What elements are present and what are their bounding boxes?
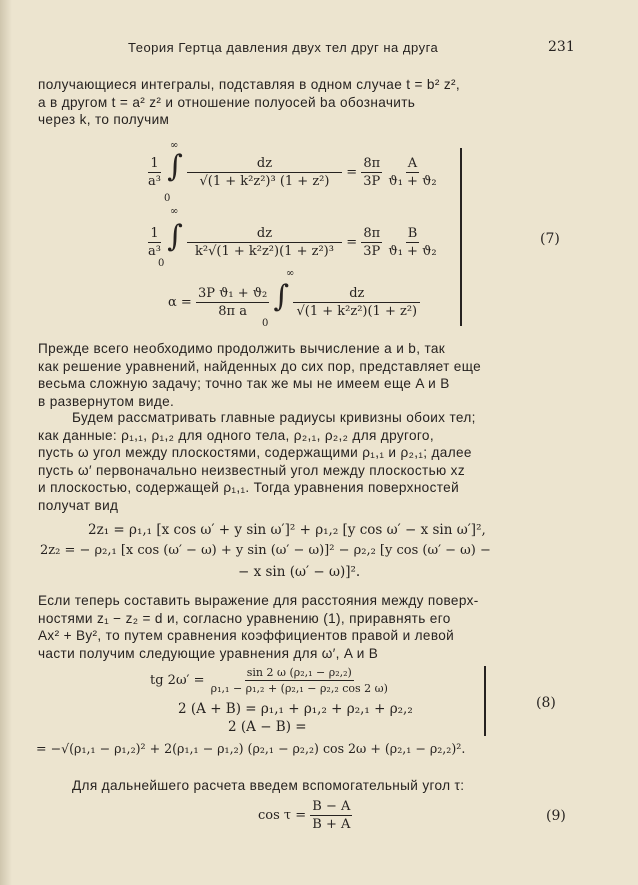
paragraph-4	[38, 592, 586, 662]
paragraph-intro	[38, 76, 586, 129]
text-line: а в другом t = a² z² и отношение полуосей ba обозначить	[38, 94, 416, 110]
paragraph-5	[72, 777, 592, 795]
text-line: Ax² + By², то путем сравнения коэффициентов правой и левой	[38, 628, 455, 643]
text-line: как решение уравнений, найденных до сих пор, представляет еще	[38, 358, 481, 374]
text-line: через k, то получим	[38, 112, 170, 127]
text-line: весьма сложную задачу; точно так же мы не имеем еще A и B	[38, 376, 450, 391]
text-line: Если теперь составить выражение для расстояния между поверх-	[38, 593, 479, 608]
integrand: $\frac{dz}{\text{√(1 + k²z²)³ (1 + z²)}}$	[187, 156, 342, 189]
eq7-1: $\frac{1}{\text{a³}}$ ∫ $\frac{dz}{\text{√(1 + k²z²)³ (1 + z²)}}$ = $\frac{8\pi}{3P}$ $\frac{A}{\text{ϑ₁ + ϑ₂}}$	[148, 149, 437, 189]
int-upper-limit: ∞	[170, 140, 179, 151]
int-lower-limit: 0	[158, 258, 165, 269]
text-line: пусть ω угол между плоскостями, содержащими ρ₁,₁ и ρ₂,₁; далее	[38, 445, 472, 460]
surface-equation-1: 2z₁ = ρ₁,₁ [x cos ω′ + y sin ω′]² + ρ₁,₂ [y cos ω′ − x sin ω′]²,	[88, 522, 486, 538]
page-shadow	[0, 0, 12, 885]
text-line: Будем рассматривать главные радиусы кривизны обоих тел;	[72, 410, 476, 425]
surface-equation-2: 2z₂ = − ρ₂,₁ [x cos (ω′ − ω) + y sin (ω′ − ω)]² − ρ₂,₂ [y cos (ω′ − ω) −	[40, 543, 491, 558]
radical-equation: = −√(ρ₁,₁ − ρ₁,₂)² + 2(ρ₁,₁ − ρ₁,₂) (ρ₂,₁ − ρ₂,₂) cos 2ω + (ρ₂,₁ − ρ₂,₂)².	[36, 741, 466, 756]
page-number: 231	[548, 39, 575, 55]
eq7-2: $\frac{1}{\text{a³}}$ ∫ $\frac{dz}{\text{k²√(1 + k²z²)(1 + z²)³}}$ = $\frac{8\pi}{3P}$ $\frac{B}{\text{ϑ₁ + ϑ₂}}$	[148, 219, 437, 259]
tangent-equation: tg 2ω′ = $\frac{\text{sin 2 ω (ρ₂,₁ − ρ₂,₂)}}{\text{ρ₁,₁ − ρ₁,₂ + (ρ₂,₁ − ρ₂,₂ cos 2 ω)}}$	[150, 666, 388, 695]
fraction: $\frac{1}{\text{a³}}$	[148, 156, 161, 189]
equation-9: cos τ = $\frac{B - A}{B + A}$	[258, 799, 351, 832]
paragraph-2	[38, 340, 586, 410]
text-line: Для дальнейшего расчета введем вспомогательный угол τ:	[72, 778, 465, 793]
equation-bracket	[460, 148, 462, 326]
int-lower-limit: 0	[262, 318, 269, 329]
text-line: получат вид	[38, 497, 119, 513]
equation-label: (9)	[546, 808, 566, 824]
equation-bracket	[484, 666, 486, 736]
text-line: как данные: ρ₁,₁, ρ₁,₂ для одного тела, ρ₂,₁, ρ₂,₂ для другого,	[38, 427, 434, 443]
integral-sign: ∫	[167, 219, 183, 254]
surface-equation-3: − x sin (ω′ − ω)]².	[238, 564, 361, 580]
difference-equation: 2 (A − B) =	[228, 719, 307, 735]
text-line: Прежде всего необходимо продолжить вычисление a и b, так	[38, 341, 446, 356]
text-line: в развернутом виде.	[38, 393, 175, 409]
text-line: части получим следующие уравнения для ω′, A и B	[38, 645, 379, 661]
running-head: Теория Гертца давления двух тел друг на друга	[128, 40, 439, 55]
int-lower-limit: 0	[164, 193, 171, 204]
integral-sign: ∫	[167, 149, 183, 184]
text-line: и плоскостью, содержащей ρ₁,₁. Тогда уравнения поверхностей	[38, 480, 460, 495]
int-upper-limit: ∞	[170, 206, 179, 217]
equation-label: (8)	[536, 695, 556, 711]
paragraph-3	[38, 409, 586, 514]
int-upper-limit: ∞	[286, 268, 295, 279]
sum-equation: 2 (A + B) = ρ₁,₁ + ρ₁,₂ + ρ₂,₁ + ρ₂,₂	[178, 701, 413, 717]
equation-label: (7)	[540, 231, 560, 247]
text-line: пусть ω′ первоначально неизвестный угол между плоскостью xz	[38, 462, 465, 478]
eq7-3: α = $\frac{\text{3P ϑ₁ + ϑ₂}}{\text{8π a}}$ ∫ $\frac{dz}{\text{√(1 + k²z²)(1 + z²)}}$	[168, 282, 420, 319]
text-line: получающиеся интегралы, подставляя в одном случае t = b² z²,	[38, 77, 460, 92]
text-line: ностями z₁ − z₂ = d и, согласно уравнению (1), приравнять его	[38, 610, 451, 626]
